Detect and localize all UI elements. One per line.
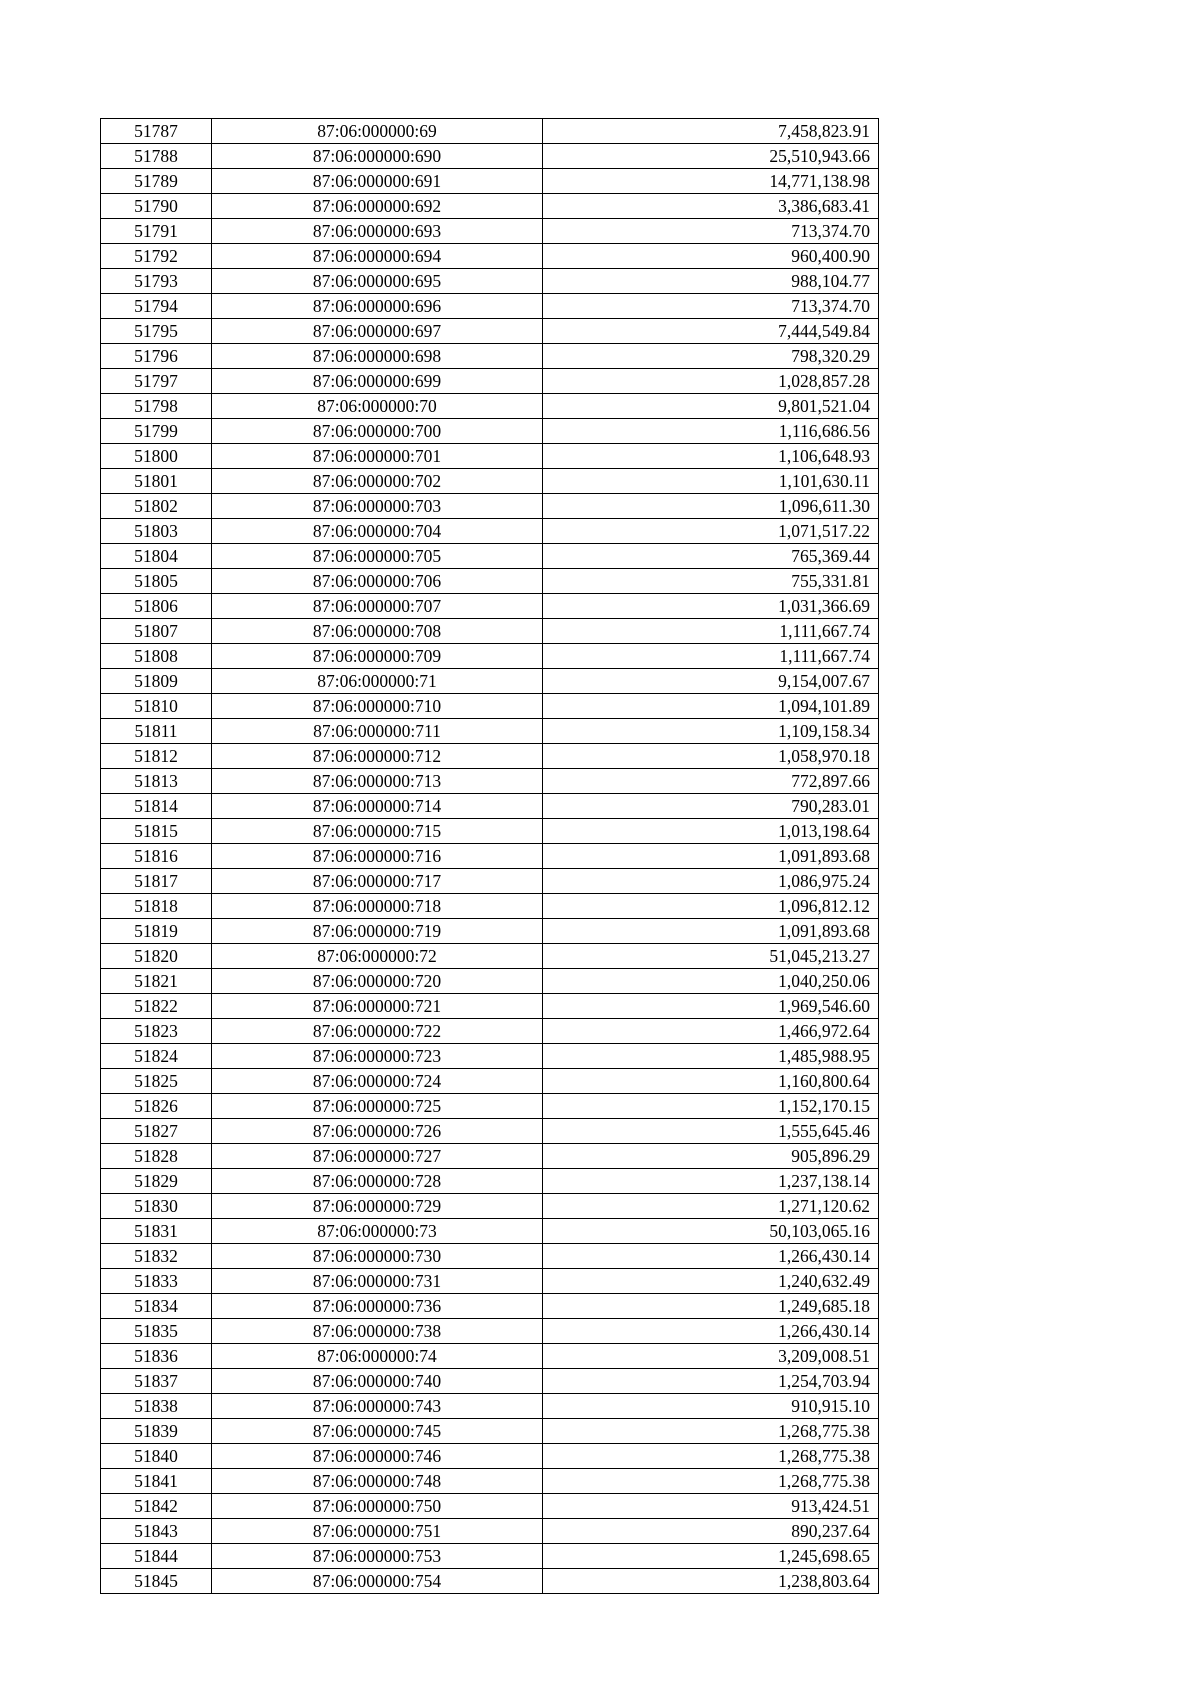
row-number-cell: 51832 [101,1244,212,1269]
cadastral-value-cell: 713,374.70 [543,219,879,244]
cadastral-number-cell: 87:06:000000:717 [212,869,543,894]
table-row [101,1069,879,1094]
cadastral-value-cell: 1,268,775.38 [543,1444,879,1469]
cadastral-number-cell: 87:06:000000:698 [212,344,543,369]
cadastral-value-cell: 890,237.64 [543,1519,879,1544]
row-number-cell: 51841 [101,1469,212,1494]
table-row [101,494,879,519]
cadastral-value-cell: 14,771,138.98 [543,169,879,194]
cadastral-number-cell: 87:06:000000:699 [212,369,543,394]
cadastral-value-cell: 798,320.29 [543,344,879,369]
cadastral-number-cell: 87:06:000000:715 [212,819,543,844]
table-row [101,344,879,369]
cadastral-value-cell: 910,915.10 [543,1394,879,1419]
cadastral-number-cell: 87:06:000000:730 [212,1244,543,1269]
row-number-cell: 51823 [101,1019,212,1044]
cadastral-value-cell: 1,109,158.34 [543,719,879,744]
cadastral-value-cell: 1,238,803.64 [543,1569,879,1594]
cadastral-number-cell: 87:06:000000:746 [212,1444,543,1469]
table-row [101,319,879,344]
row-number-cell: 51834 [101,1294,212,1319]
cadastral-number-cell: 87:06:000000:696 [212,294,543,319]
table-row [101,1544,879,1569]
cadastral-value-cell: 1,268,775.38 [543,1469,879,1494]
cadastral-number-cell: 87:06:000000:74 [212,1344,543,1369]
table-row [101,969,879,994]
row-number-cell: 51804 [101,544,212,569]
row-number-cell: 51843 [101,1519,212,1544]
row-number-cell: 51818 [101,894,212,919]
cadastral-number-cell: 87:06:000000:721 [212,994,543,1019]
row-number-cell: 51837 [101,1369,212,1394]
cadastral-number-cell: 87:06:000000:69 [212,119,543,144]
table-row [101,419,879,444]
cadastral-number-cell: 87:06:000000:729 [212,1194,543,1219]
table-row [101,594,879,619]
table-row [101,769,879,794]
row-number-cell: 51842 [101,1494,212,1519]
cadastral-value-cell: 1,116,686.56 [543,419,879,444]
row-number-cell: 51824 [101,1044,212,1069]
cadastral-number-cell: 87:06:000000:690 [212,144,543,169]
table-row [101,944,879,969]
cadastral-value-cell: 9,154,007.67 [543,669,879,694]
cadastral-value-cell: 905,896.29 [543,1144,879,1169]
row-number-cell: 51828 [101,1144,212,1169]
row-number-cell: 51845 [101,1569,212,1594]
cadastral-number-cell: 87:06:000000:692 [212,194,543,219]
cadastral-value-cell: 1,969,546.60 [543,994,879,1019]
row-number-cell: 51838 [101,1394,212,1419]
row-number-cell: 51791 [101,219,212,244]
row-number-cell: 51799 [101,419,212,444]
cadastral-value-cell: 1,266,430.14 [543,1319,879,1344]
row-number-cell: 51807 [101,619,212,644]
table-row [101,744,879,769]
cadastral-number-cell: 87:06:000000:697 [212,319,543,344]
cadastral-value-cell: 50,103,065.16 [543,1219,879,1244]
table-row [101,294,879,319]
cadastral-number-cell: 87:06:000000:724 [212,1069,543,1094]
table-row [101,1419,879,1444]
row-number-cell: 51829 [101,1169,212,1194]
cadastral-number-cell: 87:06:000000:726 [212,1119,543,1144]
table-row [101,1119,879,1144]
cadastral-value-cell: 51,045,213.27 [543,944,879,969]
cadastral-value-cell: 1,240,632.49 [543,1269,879,1294]
row-number-cell: 51793 [101,269,212,294]
row-number-cell: 51836 [101,1344,212,1369]
cadastral-value-cell: 913,424.51 [543,1494,879,1519]
table-row [101,669,879,694]
row-number-cell: 51831 [101,1219,212,1244]
table-row [101,469,879,494]
cadastral-value-cell: 7,444,549.84 [543,319,879,344]
cadastral-number-cell: 87:06:000000:695 [212,269,543,294]
cadastral-value-cell: 1,254,703.94 [543,1369,879,1394]
cadastral-number-cell: 87:06:000000:719 [212,919,543,944]
cadastral-number-cell: 87:06:000000:713 [212,769,543,794]
cadastral-number-cell: 87:06:000000:736 [212,1294,543,1319]
table-row [101,994,879,1019]
row-number-cell: 51835 [101,1319,212,1344]
cadastral-number-cell: 87:06:000000:709 [212,644,543,669]
table-row [101,119,879,144]
cadastral-value-cell: 1,091,893.68 [543,919,879,944]
cadastral-number-cell: 87:06:000000:700 [212,419,543,444]
cadastral-value-cell: 1,111,667.74 [543,644,879,669]
table-row [101,1044,879,1069]
cadastral-number-cell: 87:06:000000:694 [212,244,543,269]
row-number-cell: 51801 [101,469,212,494]
cadastral-value-cell: 1,266,430.14 [543,1244,879,1269]
table-row [101,219,879,244]
table-row [101,1369,879,1394]
cadastral-value-cell: 1,160,800.64 [543,1069,879,1094]
table-row [101,269,879,294]
cadastral-value-cell: 1,268,775.38 [543,1419,879,1444]
table-row [101,244,879,269]
cadastral-number-cell: 87:06:000000:705 [212,544,543,569]
cadastral-value-cell: 1,152,170.15 [543,1094,879,1119]
table-row [101,394,879,419]
row-number-cell: 51839 [101,1419,212,1444]
row-number-cell: 51812 [101,744,212,769]
table-row [101,369,879,394]
row-number-cell: 51814 [101,794,212,819]
table-row [101,1344,879,1369]
row-number-cell: 51798 [101,394,212,419]
table-row [101,1244,879,1269]
cadastral-number-cell: 87:06:000000:708 [212,619,543,644]
table-row [101,619,879,644]
cadastral-value-cell: 1,013,198.64 [543,819,879,844]
table-row [101,919,879,944]
cadastral-number-cell: 87:06:000000:707 [212,594,543,619]
row-number-cell: 51811 [101,719,212,744]
row-number-cell: 51802 [101,494,212,519]
table-row [101,794,879,819]
cadastral-number-cell: 87:06:000000:716 [212,844,543,869]
row-number-cell: 51810 [101,694,212,719]
cadastral-value-cell: 1,106,648.93 [543,444,879,469]
row-number-cell: 51796 [101,344,212,369]
cadastral-number-cell: 87:06:000000:693 [212,219,543,244]
cadastral-value-table [100,118,879,1594]
table-row [101,1194,879,1219]
cadastral-value-cell: 1,249,685.18 [543,1294,879,1319]
row-number-cell: 51805 [101,569,212,594]
cadastral-number-cell: 87:06:000000:711 [212,719,543,744]
table-row [101,1519,879,1544]
table-row [101,1469,879,1494]
cadastral-value-cell: 1,096,812.12 [543,894,879,919]
row-number-cell: 51800 [101,444,212,469]
cadastral-value-cell: 1,237,138.14 [543,1169,879,1194]
cadastral-value-cell: 1,555,645.46 [543,1119,879,1144]
row-number-cell: 51790 [101,194,212,219]
row-number-cell: 51792 [101,244,212,269]
row-number-cell: 51817 [101,869,212,894]
row-number-cell: 51844 [101,1544,212,1569]
table-row [101,894,879,919]
cadastral-value-cell: 3,386,683.41 [543,194,879,219]
cadastral-value-cell: 1,096,611.30 [543,494,879,519]
cadastral-value-cell: 1,040,250.06 [543,969,879,994]
row-number-cell: 51820 [101,944,212,969]
cadastral-number-cell: 87:06:000000:753 [212,1544,543,1569]
cadastral-number-cell: 87:06:000000:725 [212,1094,543,1119]
cadastral-number-cell: 87:06:000000:706 [212,569,543,594]
table-row [101,1269,879,1294]
cadastral-value-cell: 1,031,366.69 [543,594,879,619]
cadastral-value-cell: 1,071,517.22 [543,519,879,544]
cadastral-value-cell: 1,086,975.24 [543,869,879,894]
table-row [101,1569,879,1594]
row-number-cell: 51794 [101,294,212,319]
table-row [101,819,879,844]
table-row [101,1219,879,1244]
cadastral-number-cell: 87:06:000000:701 [212,444,543,469]
row-number-cell: 51806 [101,594,212,619]
cadastral-value-cell: 1,091,893.68 [543,844,879,869]
row-number-cell: 51797 [101,369,212,394]
cadastral-value-cell: 772,897.66 [543,769,879,794]
table-body [101,119,879,1594]
row-number-cell: 51819 [101,919,212,944]
cadastral-number-cell: 87:06:000000:704 [212,519,543,544]
table-row [101,1319,879,1344]
cadastral-number-cell: 87:06:000000:738 [212,1319,543,1344]
row-number-cell: 51833 [101,1269,212,1294]
row-number-cell: 51803 [101,519,212,544]
table-row [101,444,879,469]
table-row [101,519,879,544]
cadastral-number-cell: 87:06:000000:748 [212,1469,543,1494]
table-row [101,169,879,194]
cadastral-value-cell: 988,104.77 [543,269,879,294]
cadastral-value-cell: 713,374.70 [543,294,879,319]
cadastral-value-cell: 765,369.44 [543,544,879,569]
table-row [101,1144,879,1169]
cadastral-number-cell: 87:06:000000:73 [212,1219,543,1244]
cadastral-number-cell: 87:06:000000:70 [212,394,543,419]
cadastral-number-cell: 87:06:000000:714 [212,794,543,819]
row-number-cell: 51788 [101,144,212,169]
row-number-cell: 51825 [101,1069,212,1094]
table-row [101,1394,879,1419]
cadastral-number-cell: 87:06:000000:72 [212,944,543,969]
table-row [101,544,879,569]
cadastral-number-cell: 87:06:000000:718 [212,894,543,919]
table-row [101,719,879,744]
row-number-cell: 51815 [101,819,212,844]
cadastral-value-cell: 25,510,943.66 [543,144,879,169]
table-row [101,194,879,219]
cadastral-number-cell: 87:06:000000:743 [212,1394,543,1419]
table-row [101,1444,879,1469]
cadastral-value-cell: 960,400.90 [543,244,879,269]
cadastral-value-cell: 1,058,970.18 [543,744,879,769]
cadastral-value-cell: 7,458,823.91 [543,119,879,144]
table-row [101,1169,879,1194]
cadastral-value-cell: 3,209,008.51 [543,1344,879,1369]
table-row [101,1094,879,1119]
cadastral-number-cell: 87:06:000000:751 [212,1519,543,1544]
cadastral-number-cell: 87:06:000000:740 [212,1369,543,1394]
cadastral-number-cell: 87:06:000000:754 [212,1569,543,1594]
row-number-cell: 51830 [101,1194,212,1219]
row-number-cell: 51821 [101,969,212,994]
cadastral-value-cell: 1,245,698.65 [543,1544,879,1569]
cadastral-number-cell: 87:06:000000:702 [212,469,543,494]
cadastral-number-cell: 87:06:000000:727 [212,1144,543,1169]
row-number-cell: 51813 [101,769,212,794]
row-number-cell: 51840 [101,1444,212,1469]
cadastral-value-cell: 1,466,972.64 [543,1019,879,1044]
row-number-cell: 51808 [101,644,212,669]
table-row [101,1019,879,1044]
table-row [101,1494,879,1519]
cadastral-number-cell: 87:06:000000:703 [212,494,543,519]
row-number-cell: 51827 [101,1119,212,1144]
cadastral-value-cell: 9,801,521.04 [543,394,879,419]
cadastral-number-cell: 87:06:000000:722 [212,1019,543,1044]
row-number-cell: 51795 [101,319,212,344]
cadastral-number-cell: 87:06:000000:728 [212,1169,543,1194]
cadastral-value-cell: 755,331.81 [543,569,879,594]
table-row [101,869,879,894]
row-number-cell: 51787 [101,119,212,144]
row-number-cell: 51789 [101,169,212,194]
cadastral-number-cell: 87:06:000000:720 [212,969,543,994]
cadastral-value-cell: 1,028,857.28 [543,369,879,394]
table-row [101,694,879,719]
table-row [101,569,879,594]
row-number-cell: 51809 [101,669,212,694]
cadastral-value-cell: 790,283.01 [543,794,879,819]
row-number-cell: 51826 [101,1094,212,1119]
cadastral-value-cell: 1,094,101.89 [543,694,879,719]
table-row [101,844,879,869]
cadastral-number-cell: 87:06:000000:745 [212,1419,543,1444]
table-row [101,1294,879,1319]
cadastral-number-cell: 87:06:000000:71 [212,669,543,694]
cadastral-number-cell: 87:06:000000:691 [212,169,543,194]
cadastral-number-cell: 87:06:000000:712 [212,744,543,769]
cadastral-value-cell: 1,271,120.62 [543,1194,879,1219]
cadastral-value-cell: 1,485,988.95 [543,1044,879,1069]
table-row [101,144,879,169]
cadastral-value-cell: 1,101,630.11 [543,469,879,494]
row-number-cell: 51816 [101,844,212,869]
cadastral-value-cell: 1,111,667.74 [543,619,879,644]
cadastral-number-cell: 87:06:000000:723 [212,1044,543,1069]
row-number-cell: 51822 [101,994,212,1019]
cadastral-number-cell: 87:06:000000:731 [212,1269,543,1294]
cadastral-number-cell: 87:06:000000:710 [212,694,543,719]
cadastral-number-cell: 87:06:000000:750 [212,1494,543,1519]
table-row [101,644,879,669]
